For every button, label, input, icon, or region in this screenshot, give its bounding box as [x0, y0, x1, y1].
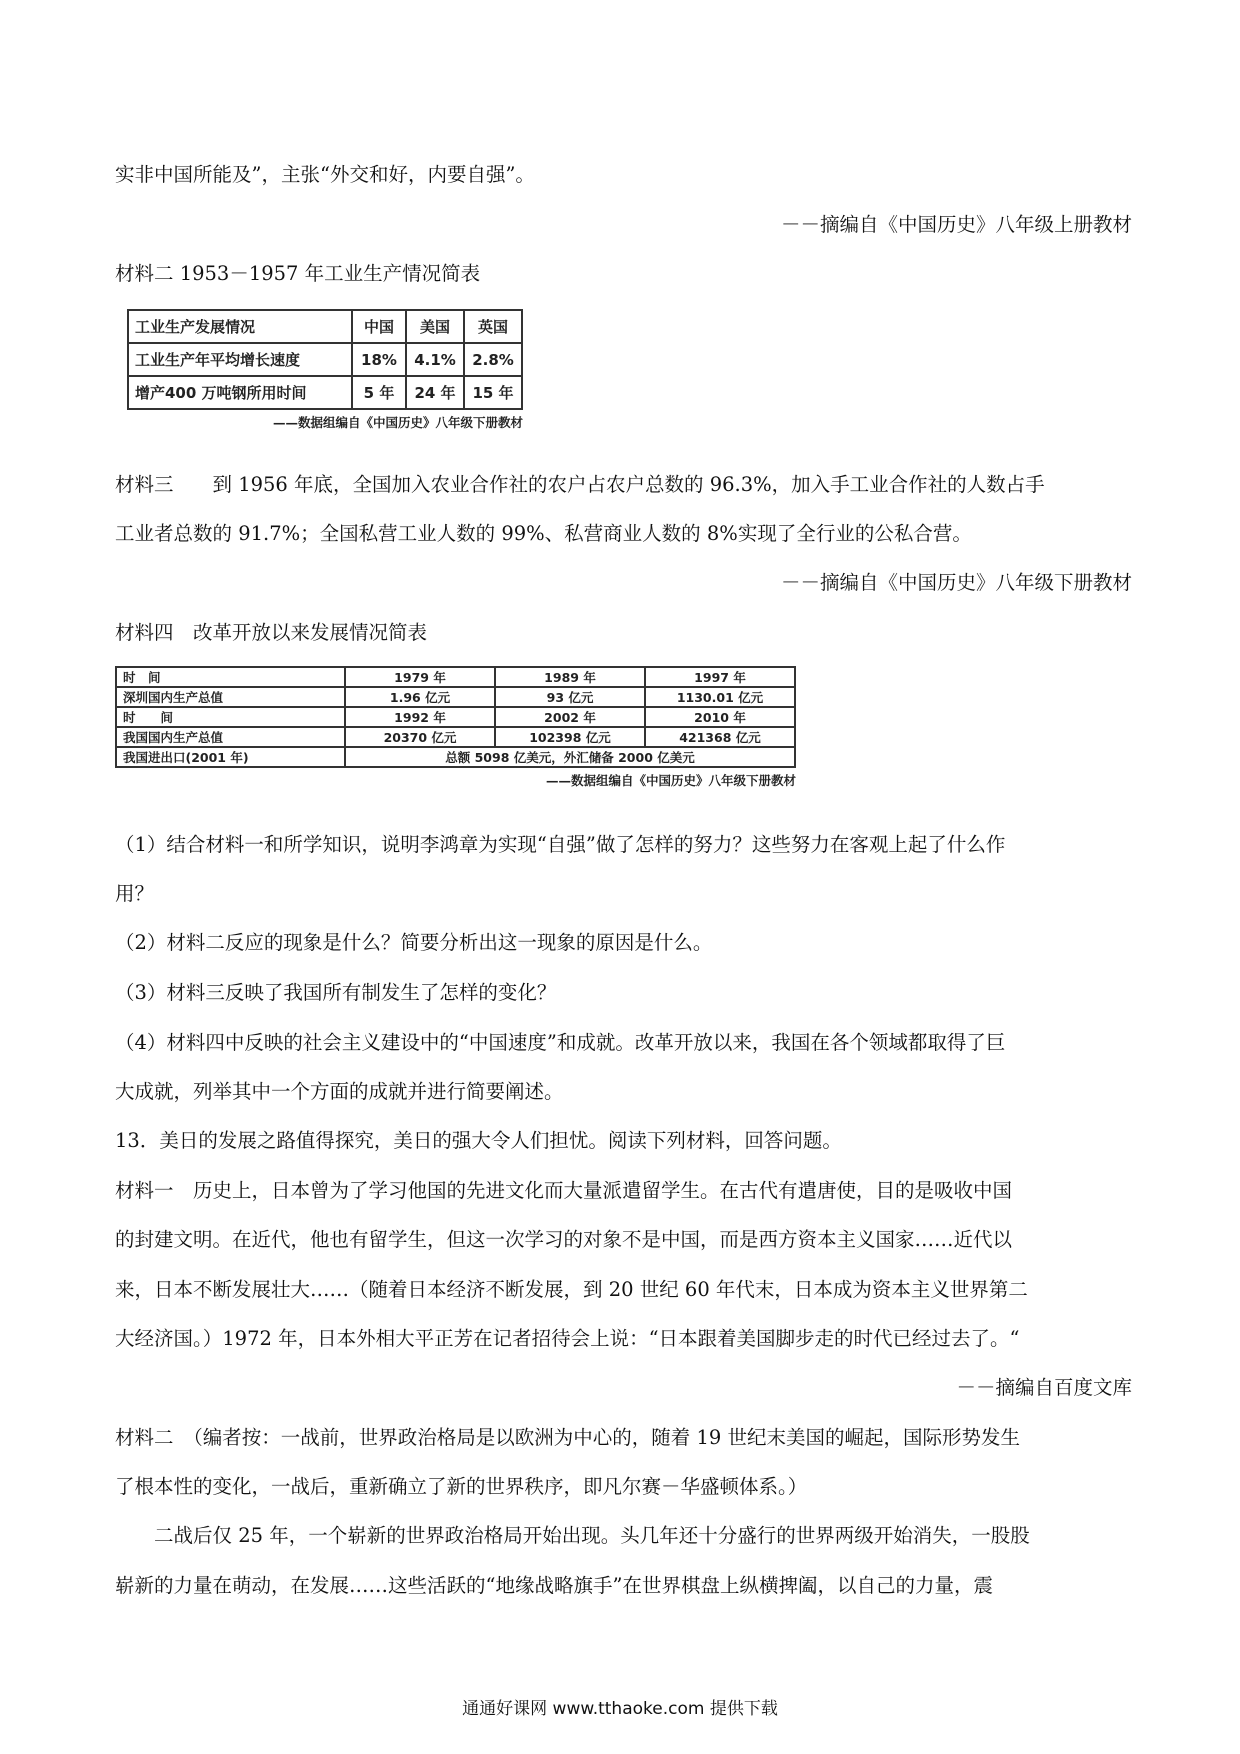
text-line: 大经济国。）1972 年，日本外相大平正芳在记者招待会上说：“日本跟着美国脚步走的时代已经过去了。“: [115, 1327, 1020, 1350]
question-heading: 13．美日的发展之路值得探究，美日的强大令人们担忧。阅读下列材料，回答问题。: [115, 1129, 842, 1152]
table-cell: 20370 亿元: [345, 727, 495, 747]
text-line: 材料二 （编者按：一战前，世界政治格局是以欧洲为中心的，随着 19 世纪末美国的崛起，国际形势发生: [115, 1426, 1020, 1449]
source-citation: －－摘编自《中国历史》八年级上册教材: [780, 213, 1132, 236]
table-cell: 1.96 亿元: [345, 687, 495, 707]
table-source: ——数据组编自《中国历史》八年级下册教材: [272, 415, 523, 430]
table-row: [116, 727, 795, 747]
table-cell: 时 间: [116, 667, 345, 687]
table-cell: 2010 年: [645, 707, 795, 727]
table-cell: 1992 年: [345, 707, 495, 727]
text-line: 了根本性的变化，一战后，重新确立了新的世界秩序，即凡尔赛－华盛顿体系。）: [115, 1475, 808, 1498]
table-cell: 英国: [464, 310, 522, 343]
text-line: 材料三 到 1956 年底，全国加入农业合作社的农户占农户总数的 96.3%，加入手工业合作社的人数占手: [115, 473, 1045, 496]
table-row: [128, 343, 522, 376]
table-cell: 1997 年: [645, 667, 795, 687]
table-cell: 美国: [406, 310, 464, 343]
material-heading: 材料四 改革开放以来发展情况简表: [115, 621, 428, 644]
table-cell: 2.8%: [464, 343, 522, 376]
table-cell: 18%: [352, 343, 406, 376]
table-cell: 93 亿元: [495, 687, 645, 707]
table-cell: 102398 亿元: [495, 727, 645, 747]
table-row: [116, 747, 795, 767]
text-line: 实非中国所能及”，主张“外交和好，内要自强”。: [115, 163, 535, 186]
text-line: 材料一 历史上，日本曾为了学习他国的先进文化而大量派遣留学生。在古代有遣唐使，目的是吸收中国: [115, 1179, 1013, 1202]
text-line: 崭新的力量在萌动，在发展……这些活跃的“地缘战略旗手”在世界棋盘上纵横捭阖，以自己的力量，震: [115, 1574, 993, 1597]
table-cell: 总额 5098 亿美元，外汇储备 2000 亿美元: [345, 747, 795, 767]
source-citation: －－摘编自百度文库: [956, 1376, 1132, 1399]
table-cell: 5 年: [352, 376, 406, 409]
question-line: 大成就，列举其中一个方面的成就并进行简要阐述。: [115, 1080, 564, 1103]
table-row: [116, 687, 795, 707]
table-cell: 2002 年: [495, 707, 645, 727]
table-row: [116, 707, 795, 727]
text-line: 的封建文明。在近代，他也有留学生，但这一次学习的对象不是中国，而是西方资本主义国家……近代以: [115, 1228, 1013, 1251]
industrial-production-table: [127, 309, 523, 431]
table-cell: 421368 亿元: [645, 727, 795, 747]
source-citation: －－摘编自《中国历史》八年级下册教材: [780, 571, 1132, 594]
table-row: [128, 310, 522, 343]
table-cell: 15 年: [464, 376, 522, 409]
table-cell: 1130.01 亿元: [645, 687, 795, 707]
question-line: （3）材料三反映了我国所有制发生了怎样的变化？: [115, 981, 557, 1004]
reform-development-table: [115, 666, 796, 789]
table-cell: 24 年: [406, 376, 464, 409]
table-cell: 1989 年: [495, 667, 645, 687]
table-row: [116, 667, 795, 687]
text-line: 工业者总数的 91.7%；全国私营工业人数的 99%、私营商业人数的 8%实现了全行业的公私合营。: [115, 522, 972, 545]
table-row: [128, 376, 522, 409]
table-cell: 我国进出口(2001 年): [116, 747, 345, 767]
material-heading: 材料二 1953－1957 年工业生产情况简表: [115, 262, 481, 285]
table-cell: 时 间: [116, 707, 345, 727]
table-cell: 工业生产年平均增长速度: [128, 343, 352, 376]
table-cell: 1979 年: [345, 667, 495, 687]
text-line: 来，日本不断发展壮大……（随着日本经济不断发展，到 20 世纪 60 年代末，日本成为资本主义世界第二: [115, 1278, 1028, 1301]
table-cell: 增产400 万吨钢所用时间: [128, 376, 352, 409]
question-line: 用？: [115, 882, 155, 905]
question-line: （1）结合材料一和所学知识，说明李鸿章为实现“自强”做了怎样的努力？这些努力在客观上起了什么作: [115, 833, 1006, 856]
table-source: ——数据组编自《中国历史》八年级下册教材: [545, 773, 796, 788]
question-line: （4）材料四中反映的社会主义建设中的“中国速度”和成就。改革开放以来，我国在各个领域都取得了巨: [115, 1031, 1006, 1054]
table-cell: 工业生产发展情况: [128, 310, 352, 343]
page-footer: 通通好课网 www.tthaoke.com 提供下载: [462, 1699, 778, 1719]
question-line: （2）材料二反应的现象是什么？简要分析出这一现象的原因是什么。: [115, 931, 713, 954]
table-cell: 中国: [352, 310, 406, 343]
table-cell: 深圳国内生产总值: [116, 687, 345, 707]
table-cell: 4.1%: [406, 343, 464, 376]
text-line: 二战后仅 25 年，一个崭新的世界政治格局开始出现。头几年还十分盛行的世界两级开始消失，一股股: [115, 1524, 1030, 1547]
table-cell: 我国国内生产总值: [116, 727, 345, 747]
